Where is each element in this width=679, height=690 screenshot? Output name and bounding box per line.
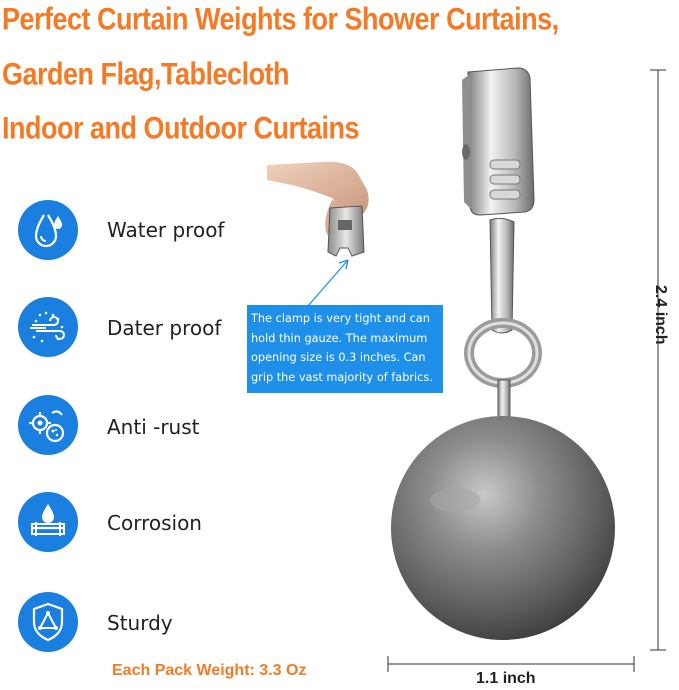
height-dimension-label: 2.4 inch <box>652 285 669 345</box>
feature-label-water-proof: Water proof <box>107 218 225 242</box>
corrosion-pipe-icon <box>18 492 78 552</box>
callout-line: grip the vast majority of fabrics. <box>251 370 433 384</box>
callout-line: hold thin gauze. The maximum <box>251 331 428 345</box>
feature-label-dater-proof: Dater proof <box>107 316 222 340</box>
pack-weight-label: Each Pack Weight: 3.3 Oz <box>112 662 307 679</box>
feature-label-anti-rust: Anti -rust <box>107 415 200 439</box>
height-dimension-line <box>648 68 668 652</box>
callout-line: opening size is 0.3 inches. Can <box>251 351 426 364</box>
callout-line: The clamp is very tight and can <box>251 312 430 325</box>
callout-arrow <box>300 250 360 310</box>
rust-gear-icon <box>18 395 78 455</box>
headline-line-2: Garden Flag,Tablecloth <box>2 57 290 92</box>
feature-label-sturdy: Sturdy <box>107 611 173 635</box>
width-dimension-label: 1.1 inch <box>476 670 536 687</box>
feature-label-corrosion: Corrosion <box>107 511 202 535</box>
dust-wind-icon <box>18 297 78 357</box>
headline-line-3: Indoor and Outdoor Curtains <box>2 111 359 146</box>
shield-icon <box>18 592 78 652</box>
headline-line-1: Perfect Curtain Weights for Shower Curtains, <box>2 2 559 37</box>
water-drop-icon <box>18 200 78 260</box>
curtain-weight-product <box>380 60 640 665</box>
